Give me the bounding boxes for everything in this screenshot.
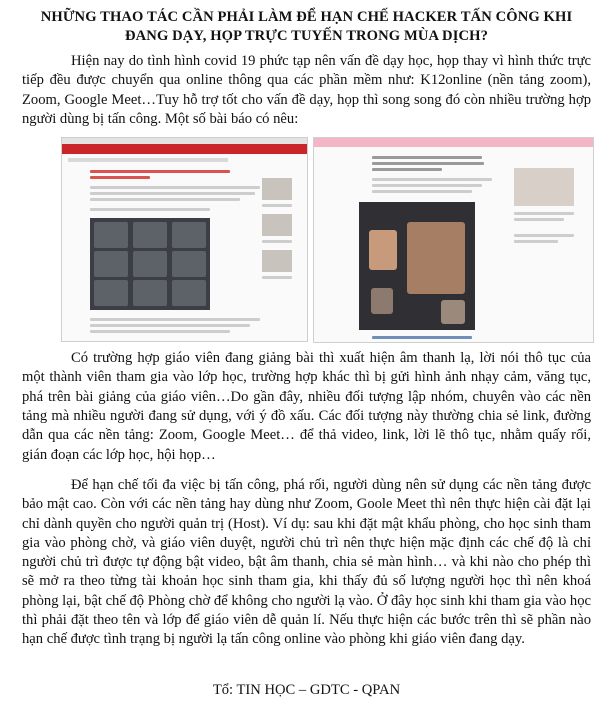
- article-images: [22, 137, 591, 345]
- body-paragraph-3: Để hạn chế tối đa việc bị tấn công, phá rối, người dùng nên sử dụng các nền tảng được bảo mật cao. Còn với các nền tảng hay dùng như Zoom, Goole Meet thì nên thực hiện cài đặt lại chỉ dành quyền cho người quản trị (Host). Ví dụ: sau khi đặt mật khẩu phòng, cho học sinh tham gia vào phòng chờ, và giáo viên duyệt, người chủ trì nên thực hiện mặc định các chế độ là chỉ người chủ trì được tự động bật video, bật âm thanh, chia sẻ màn hình… và khi nào cho phép thì sẽ mở ra theo từng tài khoản học sinh tham gia, khi thấy đủ số lượng người học thì nên khoá phòng lại, bật chế độ Phòng chờ để không cho người lạ vào. Ở đây học sinh khi tham gia vào học thì phải đặt theo tên và lớp để giáo viên dễ quản lí. Nếu thực hiện các bước trên thì sẽ phần nào hạn chế được tình trạng bị người lạ tấn công online vào phòng khi giáo viên đang dạy.: [22, 476, 591, 648]
- text-line: [90, 198, 240, 201]
- text-line: [90, 192, 255, 195]
- site-header-bar: [62, 144, 307, 154]
- nav-strip: [68, 158, 228, 162]
- headline-line: [90, 176, 150, 179]
- video-call-image: [359, 202, 475, 330]
- headline-line: [90, 170, 230, 173]
- site-header-bar: [314, 138, 593, 147]
- document-footer: Tổ: TIN HỌC – GDTC - QPAN: [212, 682, 401, 698]
- news-screenshot-left: [61, 137, 308, 342]
- video-call-grid-image: [90, 218, 210, 310]
- text-line: [90, 208, 210, 211]
- news-screenshot-right: [313, 137, 594, 343]
- text-line: [90, 186, 260, 189]
- body-paragraph-2: Có trường hợp giáo viên đang giảng bài thì xuất hiện âm thanh lạ, lời nói thô tục của một thành viên tham gia vào lớp học, trường hợp khác thì bị gửi hình ảnh nhạy cảm, văng tục, phá trên bài giảng của giáo viên…Do gần đây, nhiều đối tượng lập nhóm, chuyên vào các nền tảng mà nhiều người đang sử dụng, với ý đồ xấu. Các đối tượng này thường chia sẻ link, đường dẫn qua các nền tảng: Zoom, Google Meet… để thả video, link, lời lẽ thô tục, nhằm quấy rối, gián đoạn các lớp học, hội họp…: [22, 350, 591, 463]
- intro-paragraph: Hiện nay do tình hình covid 19 phức tạp nên vấn đề dạy học, họp thay vì hình thức trực tiếp đều được chuyển qua online thông qua các phần mềm như: K12online (nền tảng zoom), Zoom, Google Meet…Tuy hỗ trợ tốt cho vấn đề dạy, họp thì song song đó còn nhiều trường hợp người dùng bị tấn công. Một số bài báo có nêu:: [22, 53, 591, 127]
- document-title: NHỮNG THAO TÁC CẦN PHẢI LÀM ĐỂ HẠN CHẾ HACKER TẤN CÔNG KHI ĐANG DẠY, HỌP TRỰC TUYẾN TRONG MÙA DỊCH?: [40, 9, 573, 44]
